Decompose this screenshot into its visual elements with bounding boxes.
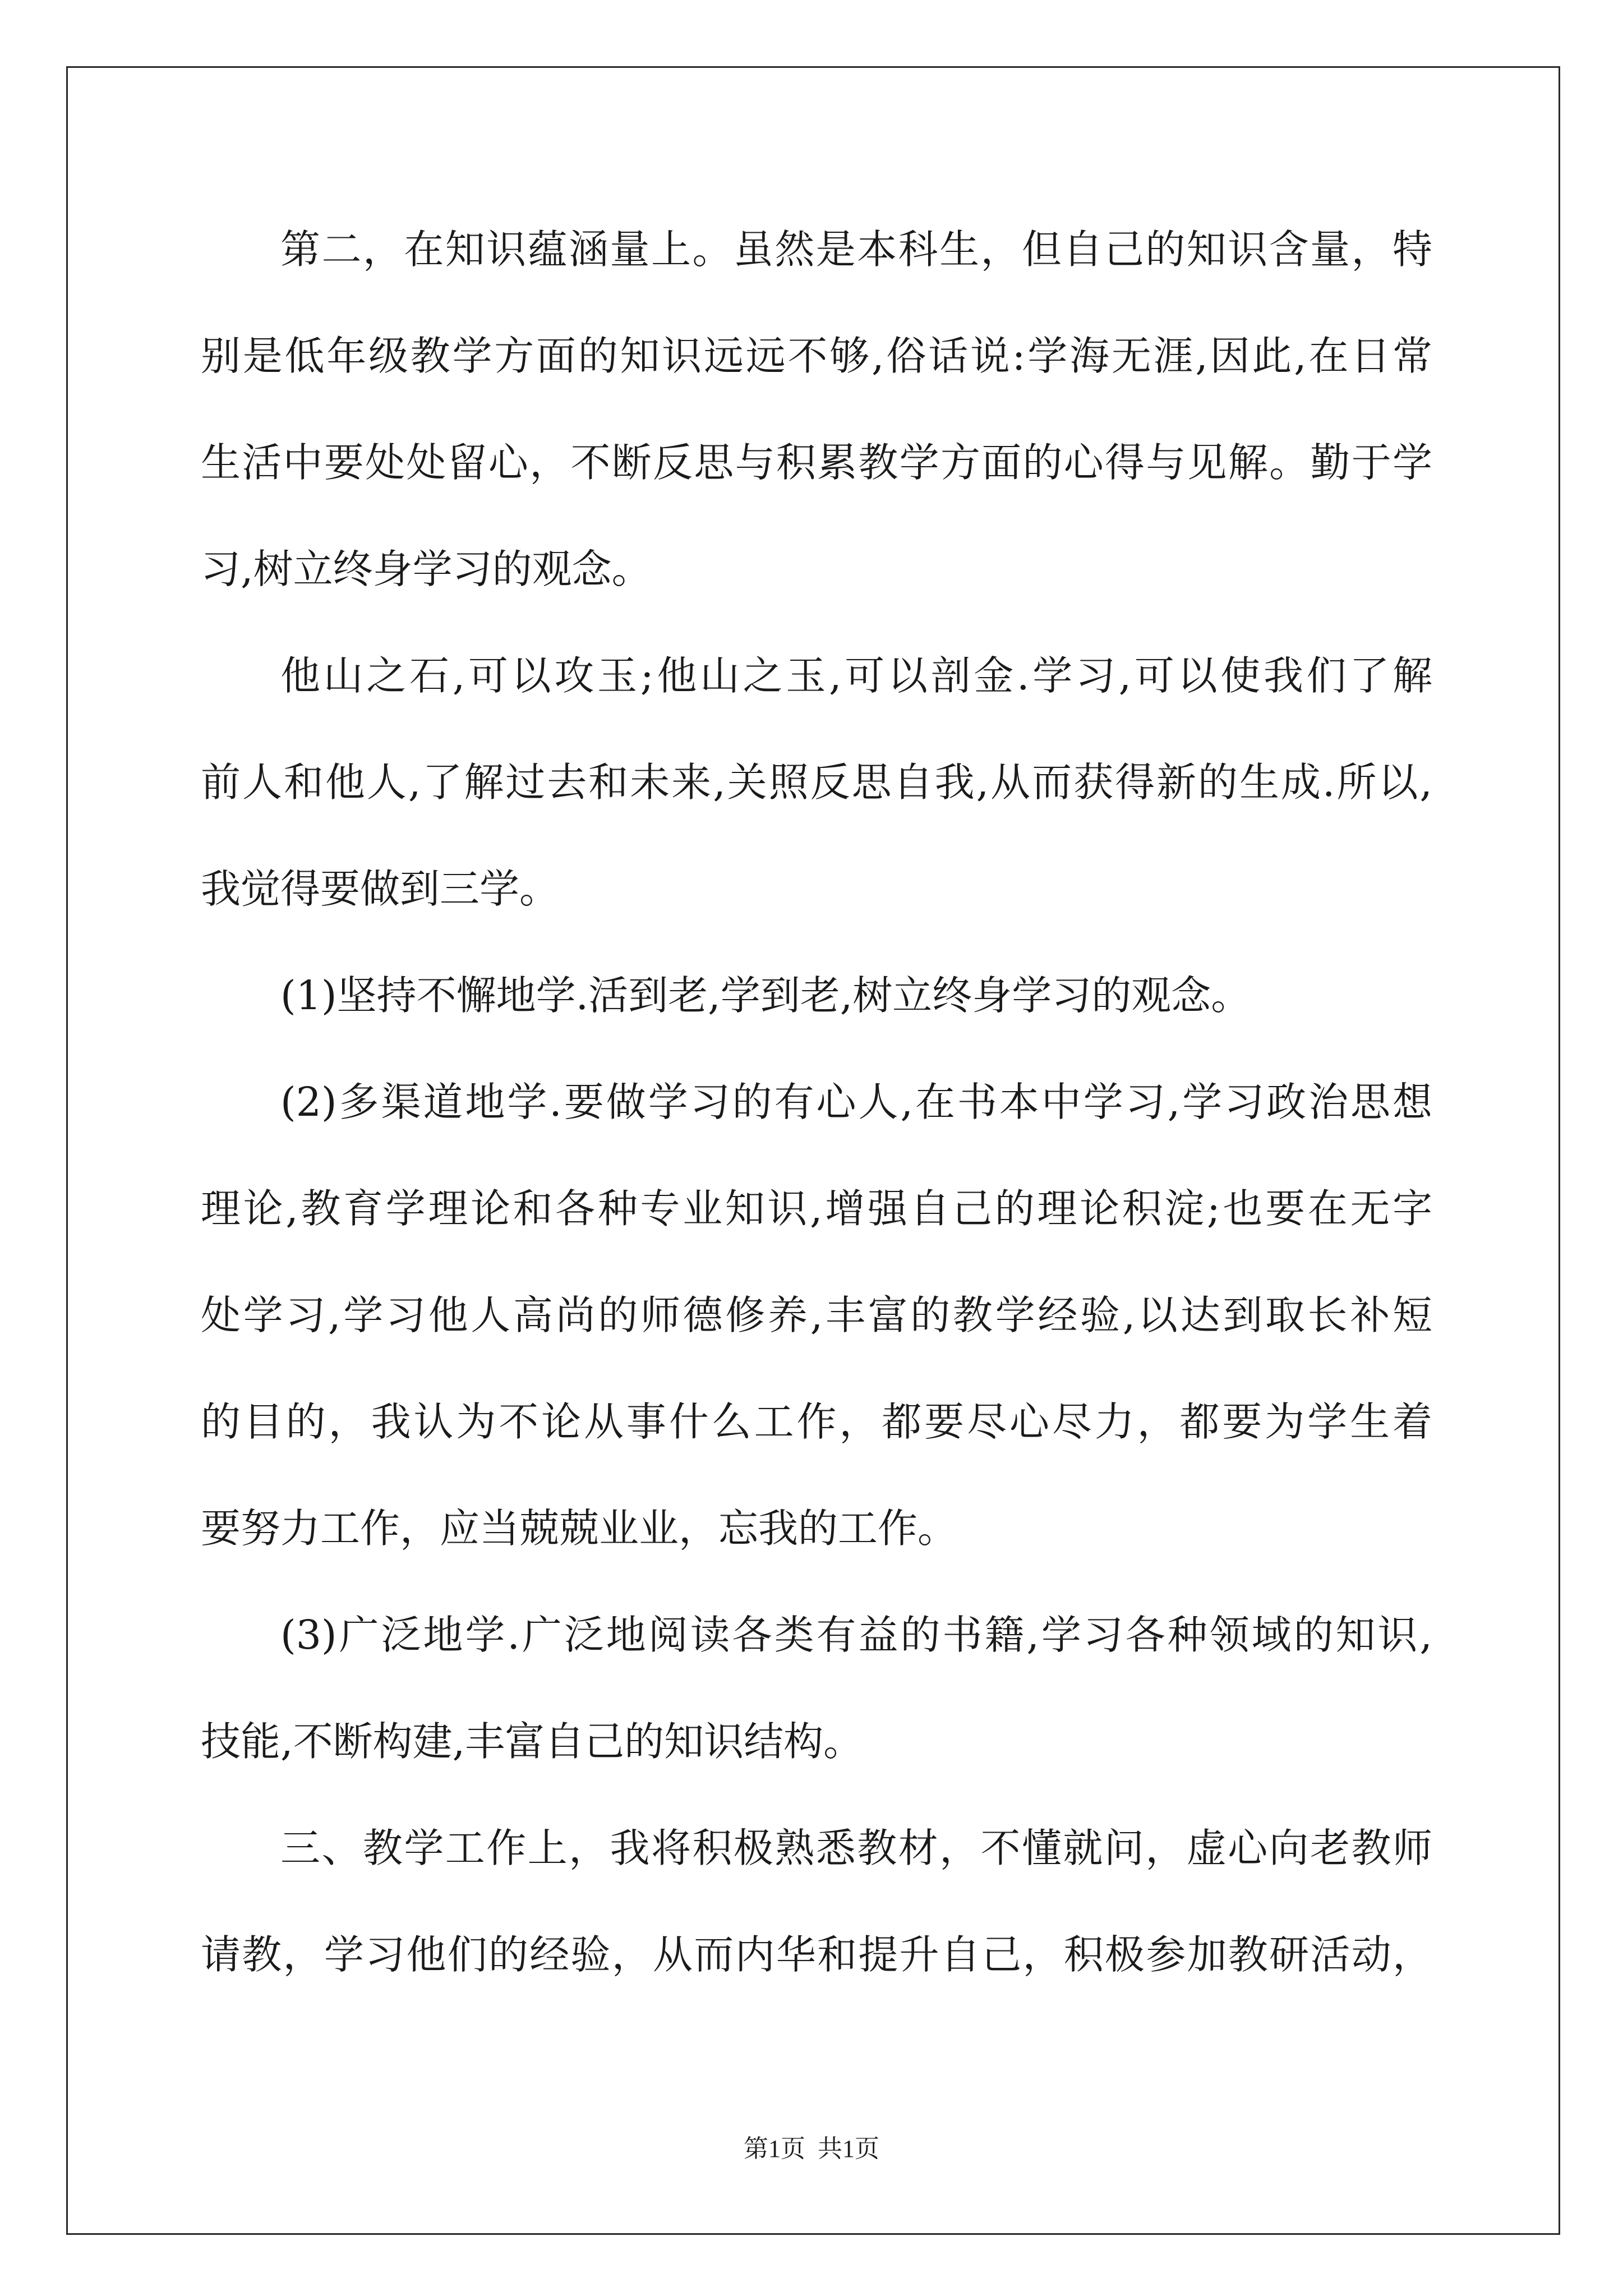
text-line: 要努力工作，应当兢兢业业，忘我的工作。 [201,1505,958,1552]
paragraph-knowledge [201,196,1432,623]
text-line: 第二，在知识蕴涵量上。虽然是本科生，但自己的知识含量，特 [280,226,1432,273]
text-line: 理论,教育学理论和各种专业知识,增强自己的理论积淀;也要在无字 [201,1185,1432,1232]
page-footer: 第1页 共1页 [744,2135,879,2162]
text-line: 别是低年级教学方面的知识远远不够,俗话说:学海无涯,因此,在日常 [201,333,1432,379]
paragraph-item-1 [201,942,1432,1049]
text-line: 请教，学习他们的经验，从而内华和提升自己，积极参加教研活动， [201,1931,1432,1978]
text-line: (2)多渠道地学.要做学习的有心人,在书本中学习,学习政治思想 [280,1079,1432,1125]
text-line: (1)坚持不懈地学.活到老,学到老,树立终身学习的观念。 [280,972,1251,1019]
text-line: 生活中要处处留心，不断反思与积累教学方面的心得与见解。勤于学 [201,439,1432,486]
paragraph-item-3 [201,1582,1432,1795]
text-line: 前人和他人,了解过去和未来,关照反思自我,从而获得新的生成.所以, [201,759,1432,806]
paragraph-learning [201,623,1432,942]
paragraph-item-2 [201,1049,1432,1582]
text-line: 的目的，我认为不论从事什么工作，都要尽心尽力，都要为学生着 [201,1398,1432,1445]
text-line: 我觉得要做到三学。 [201,866,560,912]
text-line: 处学习,学习他人高尚的师德修养,丰富的教学经验,以达到取长补短 [201,1292,1432,1338]
document-body [201,196,1432,2008]
text-line: (3)广泛地学.广泛地阅读各类有益的书籍,学习各种领域的知识, [280,1612,1432,1658]
text-line: 他山之石,可以攻玉;他山之玉,可以剖金.学习,可以使我们了解 [280,652,1432,699]
paragraph-teaching-work [201,1795,1432,2008]
text-line: 三、教学工作上，我将积极熟悉教材，不懂就问，虚心向老教师 [280,1825,1432,1871]
text-line: 习,树立终身学习的观念。 [201,546,652,592]
text-line: 技能,不断构建,丰富自己的知识结构。 [201,1718,864,1765]
